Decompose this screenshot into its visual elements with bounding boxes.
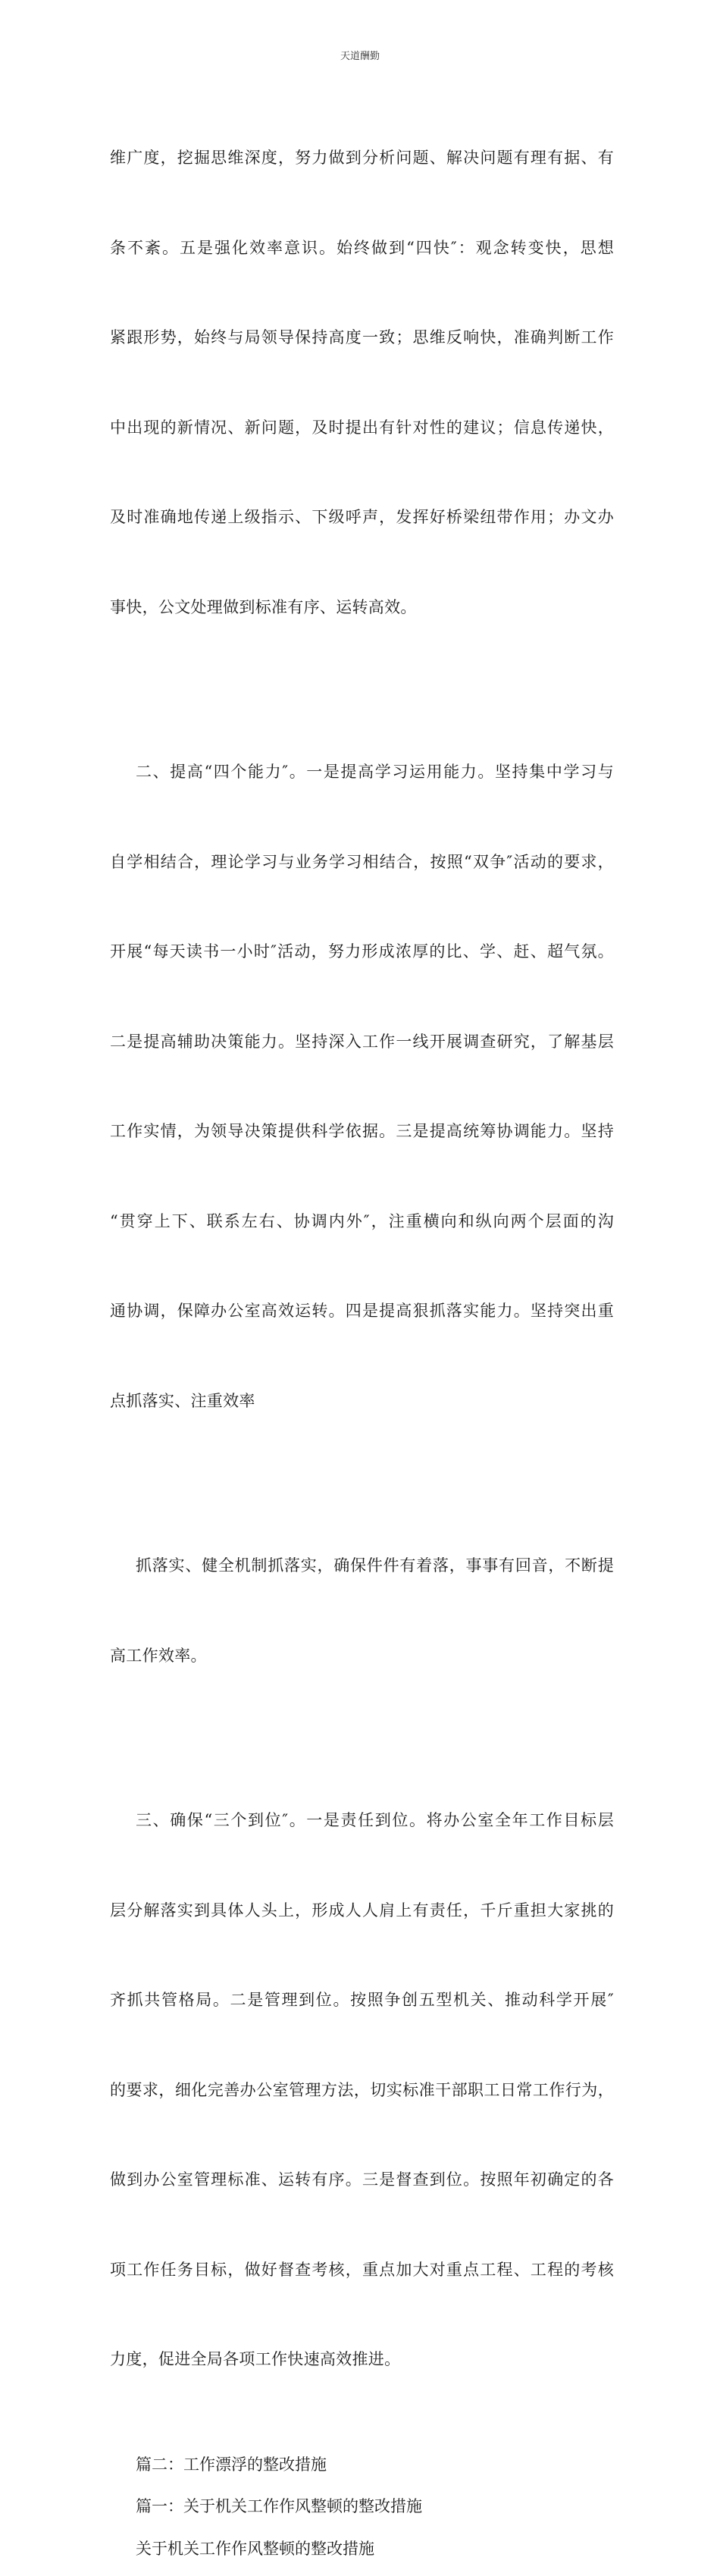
text-line: “贯穿上下、联系左右、协调内外″，注重横向和纵向两个层面的沟 [110, 1211, 614, 1230]
text-line: 做到办公室管理标准、运转有序。三是督查到位。按照年初确定的各 [110, 2170, 614, 2189]
section-heading: 篇二：工作漂浮的整改措施 [136, 2455, 327, 2474]
paragraph-4 [110, 1746, 614, 2435]
text-line: 二、提高“四个能力″。一是提高学习运用能力。坚持集中学习与 [136, 763, 614, 781]
text-line: 的要求，细化完善办公室管理方法，切实标准干部职工日常工作行为， [110, 2080, 614, 2099]
text-line: 抓落实、健全机制抓落实，确保件件有着落，事事有回音，不断提 [136, 1556, 614, 1575]
text-line: 开展“每天读书一小时″活动，努力形成浓厚的比、学、赶、超气氛。 [110, 942, 614, 961]
text-line: 层分解落实到具体人头上，形成人人肩上有责任，千斤重担大家挑的 [110, 1901, 614, 1919]
text-line: 高工作效率。 [110, 1646, 207, 1665]
text-line: 齐抓共管格局。二是管理到位。按照争创五型机关、推动科学开展″ [110, 1991, 614, 2009]
paragraph-1 [110, 83, 614, 682]
text-line: 力度，促进全局各项工作快速高效推进。 [110, 2350, 401, 2368]
text-line: 点抓落实、注重效率 [110, 1391, 255, 1410]
text-line: 条不紊。五是强化效率意识。始终做到“四快″：观念转变快，思想 [110, 238, 614, 257]
paragraph-2 [110, 697, 614, 1476]
page-header: 天道酬勤 [340, 51, 380, 62]
text-line: 事快，公文处理做到标准有序、运转高效。 [110, 597, 417, 616]
text-line: 项工作任务目标，做好督查考核，重点加大对重点工程、工程的考核 [110, 2260, 614, 2279]
text-line: 工作实情，为领导决策提供科学依据。三是提高统筹协调能力。坚持 [110, 1122, 614, 1140]
section-heading: 关于机关工作作风整顿的整改措施 [136, 2539, 374, 2558]
text-line: 维广度，挖掘思维深度，努力做到分析问题、解决问题有理有据、有 [110, 149, 614, 167]
text-line: 中出现的新情况、新问题，及时提出有针对性的建议；信息传递快， [110, 418, 614, 437]
document-body [110, 83, 614, 2576]
text-line: 三、确保“三个到位″。一是责任到位。将办公室全年工作目标层 [136, 1811, 614, 1829]
text-line: 通协调，保障办公室高效运转。四是提高狠抓落实能力。坚持突出重 [110, 1302, 614, 1320]
text-line: 紧跟形势，始终与局领导保持高度一致；思维反响快，准确判断工作 [110, 328, 614, 346]
text-line: 二是提高辅助决策能力。坚持深入工作一线开展调查研究，了解基层 [110, 1032, 614, 1051]
text-line: 及时准确地传递上级指示、下级呼声，发挥好桥梁纽带作用；办文办 [110, 508, 614, 526]
text-line: 自学相结合，理论学习与业务学习相结合，按照“双争″活动的要求， [110, 852, 614, 871]
section-heading: 篇一：关于机关工作作风整顿的整改措施 [136, 2497, 422, 2515]
paragraph-3 [110, 1491, 614, 1731]
